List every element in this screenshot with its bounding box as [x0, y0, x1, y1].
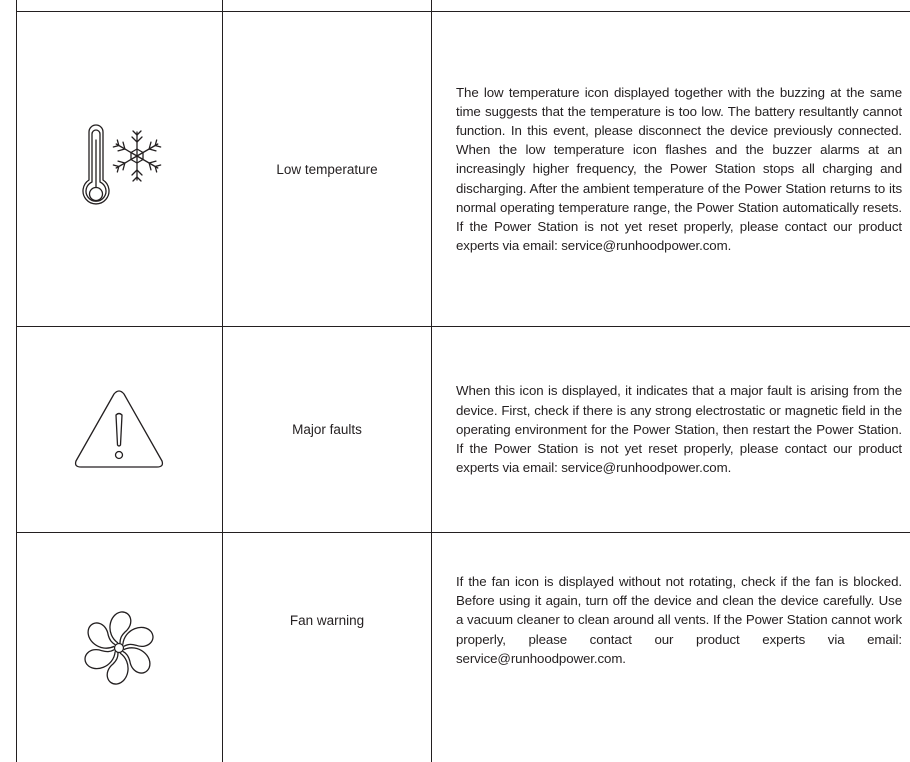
table-row-description-cell: [456, 327, 902, 532]
fan-icon: [79, 608, 159, 688]
table-row-name-cell: [223, 12, 431, 326]
low-temperature-icon: [71, 124, 167, 214]
row-name-major-faults: Major faults: [292, 422, 362, 437]
table-row-icon-cell: [16, 12, 222, 326]
warning-triangle-icon: [73, 389, 165, 471]
table-row-description-cell: [456, 533, 902, 707]
row-description-fan-warning: If the fan icon is displayed without not rotating, check if the fan is blocked. Before using it again, turn off the device and clean the device carefully. Use a vacuum cleaner to clean around all vents. If the Power Station cannot work properly, please contact our product experts via email: service@runhoodpower.com.: [456, 573, 902, 666]
table-row-name-cell: [223, 327, 431, 532]
table-row-icon-cell: [16, 327, 222, 532]
table-row-description-cell: [456, 12, 902, 326]
row-description-low-temperature: The low temperature icon displayed together with the buzzing at the same time suggests that the temperature is too low. The battery resultantly cannot function. In this event, please disconnect the device previously connected. When the low temperature icon flashes and the buzzer alarms at an increasingly higher frequency, the Power Station stops all charging and discharging. After the ambient temperature of the Power Station returns to its normal operating temperature range, the Power Station automatically resets. If the Power Station is not yet reset properly, please contact our product experts via email: service@runhoodpower.com.: [456, 84, 902, 254]
row-name-low-temperature: Low temperature: [276, 161, 378, 177]
table-row-icon-cell: [16, 533, 222, 762]
row-description-major-faults: When this icon is displayed, it indicates that a major fault is arising from the device. First, check if there is any strong electrostatic or magnetic field in the operating environment for the Power Station, then restart the Power Station. If the Power Station is not yet reset properly, please contact our product experts via email: service@runhoodpower.com.: [456, 383, 902, 476]
table-row-name-cell: [223, 533, 431, 707]
row-name-fan-warning: Fan warning: [289, 612, 365, 628]
column-divider: [431, 0, 432, 762]
